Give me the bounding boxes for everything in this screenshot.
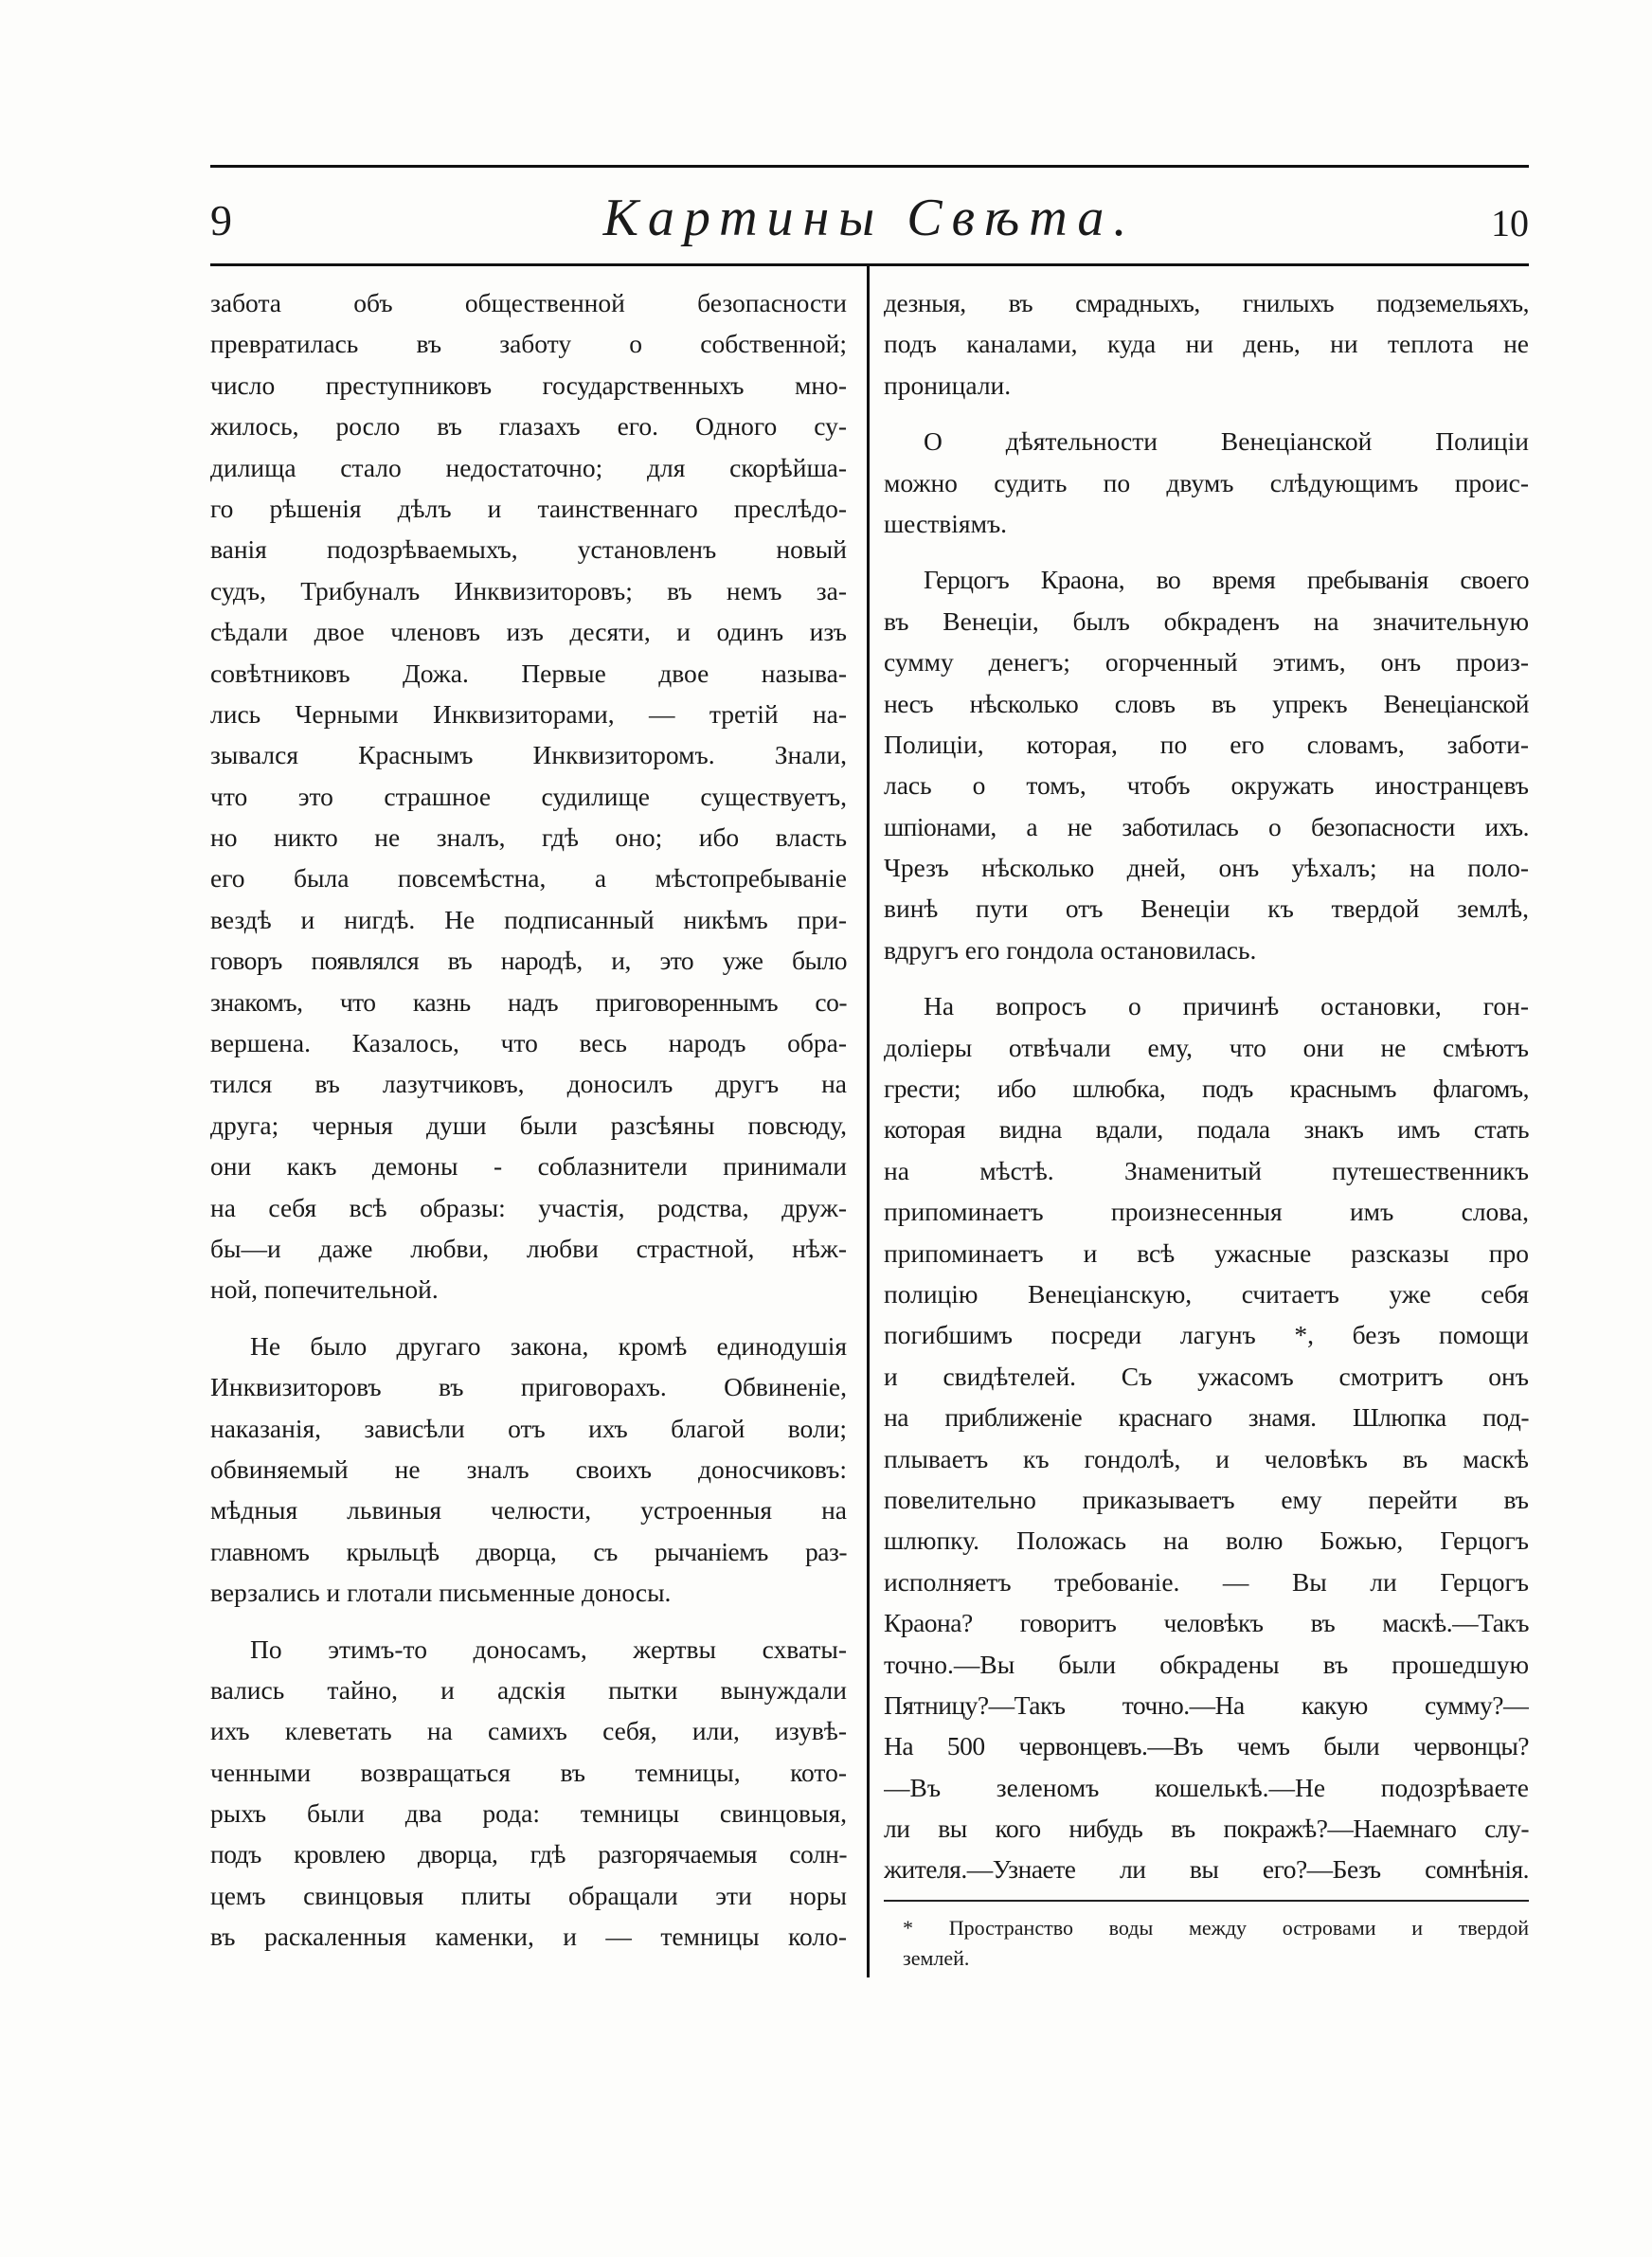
text-line: припоминаетъ и всѣ ужасные разсказы про xyxy=(884,1237,1529,1268)
text-line: превратилась въ заботу о собственной; xyxy=(210,329,847,359)
text-line: бы—и даже любви, любви страстной, нѣж- xyxy=(210,1233,847,1263)
footnote-line: землей. xyxy=(903,1945,970,1970)
text-line: на себя всѣ образы: участія, родства, друж- xyxy=(210,1192,847,1222)
text-line: въ Венеціи, былъ обкраденъ на значительную xyxy=(884,605,1529,636)
text-line: лись Черными Инквизиторами, — третій на- xyxy=(210,698,847,729)
text-line: Полиціи, которая, по его словамъ, заботи- xyxy=(884,729,1529,759)
running-title: Картины Свѣта. xyxy=(602,189,1137,247)
text-line: ной, попечительной. xyxy=(210,1274,439,1305)
text-line: забота объ общественной безопасности xyxy=(210,288,847,317)
text-line: жителя.—Узнаете ли вы его?—Безъ сомнѣнія. xyxy=(884,1854,1529,1885)
text-line: На 500 червонцевъ.—Въ чемъ были червонцы? xyxy=(884,1731,1529,1761)
text-line: погибшимъ посреди лагунъ *, безъ помощи xyxy=(884,1320,1529,1350)
text-line: На вопросъ о причинѣ остановки, гон- xyxy=(924,991,1529,1021)
text-line: дезныя, въ смрадныхъ, гнилыхъ подземельяхъ, xyxy=(884,288,1529,317)
text-line: зывался Краснымъ Инквизиторомъ. Знали, xyxy=(210,740,847,770)
page-number-left: 9 xyxy=(210,196,232,244)
text-line: сѣдали двое членовъ изъ десяти, и одинъ изъ xyxy=(210,617,847,647)
text-line: друга; черныя души были разсѣяны повсюду, xyxy=(210,1110,847,1140)
text-line: говоръ появлялся въ народѣ, и, это уже было xyxy=(210,946,847,976)
text-line: вездѣ и нигдѣ. Не подписанный никѣмъ при- xyxy=(210,904,847,934)
text-line: которая видна вдали, подала знакъ имъ стать xyxy=(884,1114,1529,1145)
text-line: знакомъ, что казнь надъ приговореннымъ со- xyxy=(210,986,847,1017)
text-line: ихъ клеветать на самихъ себя, или, изувѣ- xyxy=(210,1716,847,1746)
page-number-right: 10 xyxy=(1491,202,1529,244)
text-line: Пятницу?—Такъ точно.—На какую сумму?— xyxy=(884,1689,1529,1720)
right-column xyxy=(884,282,1529,1974)
text-line: мѣдныя львиныя челюсти, устроенныя на xyxy=(210,1495,847,1526)
text-line: припоминаетъ произнесенныя имъ слова, xyxy=(884,1197,1529,1227)
text-line: что это страшное судилище существуетъ, xyxy=(210,781,847,811)
text-line: Краона? говоритъ человѣкъ въ маскѣ.—Такъ xyxy=(884,1608,1529,1638)
text-line: ли вы кого нибудь въ покражѣ?—Наемнаго слу- xyxy=(884,1814,1529,1844)
text-line: Инквизиторовъ въ приговорахъ. Обвиненіе, xyxy=(210,1372,847,1402)
text-line: шлюпку. Положась на волю Божью, Герцогъ xyxy=(884,1526,1529,1556)
text-line: лась о томъ, чтобъ окружать иностранцевъ xyxy=(884,770,1529,801)
left-column xyxy=(210,282,847,1958)
text-line: О дѣятельности Венеціанской Полиціи xyxy=(924,426,1529,457)
text-line: винѣ пути отъ Венеціи къ твердой землѣ, xyxy=(884,894,1529,924)
text-line: главномъ крыльцѣ дворца, съ рычаніемъ раз- xyxy=(210,1536,847,1566)
text-line: вались тайно, и адскія пытки вынуждали xyxy=(210,1674,847,1705)
text-line: ченными возвращаться въ темницы, кото- xyxy=(210,1757,847,1787)
text-line: плываетъ къ гондолѣ, и человѣкъ въ маскѣ xyxy=(884,1443,1529,1473)
text-line: обвиняемый не зналъ своихъ доносчиковъ: xyxy=(210,1454,847,1484)
text-line: Чрезъ нѣсколько дней, онъ уѣхалъ; на поло- xyxy=(884,853,1529,883)
text-line: проницали. xyxy=(884,370,1012,400)
text-line: грести; ибо шлюбка, подъ краснымъ флагомъ, xyxy=(884,1074,1529,1104)
header-rule xyxy=(210,263,1529,266)
text-line: подъ кровлею дворца, гдѣ разгорячаемыя солн- xyxy=(210,1839,847,1869)
text-line: несъ нѣсколько словъ въ упрекъ Венеціанской xyxy=(884,688,1529,718)
text-line: ванія подозрѣваемыхъ, установленъ новый xyxy=(210,534,847,565)
text-line: шпіонами, а не заботилась о безопасности ихъ. xyxy=(884,811,1529,841)
text-line: го рѣшенія дѣлъ и таинственнаго преслѣдо- xyxy=(210,493,847,523)
column-divider xyxy=(867,266,870,1977)
text-line: совѣтниковъ Дожа. Первые двое называ- xyxy=(210,658,847,688)
text-line: жилось, росло въ глазахъ его. Одного су- xyxy=(210,411,847,442)
text-line: цемъ свинцовыя плиты обращали эти норы xyxy=(210,1880,847,1910)
text-line: сумму денегъ; огорченный этимъ, онъ произ- xyxy=(884,647,1529,677)
text-line: повелительно приказываетъ ему перейти въ xyxy=(884,1484,1529,1514)
text-line: вершена. Казалось, что весь народъ обра- xyxy=(210,1028,847,1058)
text-line: Не было другаго закона, кромѣ единодушія xyxy=(250,1330,847,1361)
text-line: —Въ зеленомъ кошелькѣ.—Не подозрѣваете xyxy=(884,1772,1529,1802)
footnote-line: * Пространство воды между островами и твердой xyxy=(903,1915,1529,1940)
text-line: верзались и глотали письменные доносы. xyxy=(210,1578,672,1608)
footnote-rule xyxy=(884,1900,1529,1902)
text-line: и свидѣтелей. Съ ужасомъ смотритъ онъ xyxy=(884,1361,1529,1391)
text-line: наказанія, зависѣли отъ ихъ благой воли; xyxy=(210,1413,847,1443)
text-line: полицію Венеціанскую, считаетъ уже себя xyxy=(884,1278,1529,1309)
text-line: шествіямъ. xyxy=(884,508,1008,538)
text-line: на мѣстѣ. Знаменитый путешественникъ xyxy=(884,1155,1529,1185)
text-line: на приближеніе краснаго знамя. Шлюпка под- xyxy=(884,1402,1529,1433)
text-line: Герцогъ Краона, во время пребыванія своего xyxy=(924,565,1529,595)
text-line: подъ каналами, куда ни день, ни теплота не xyxy=(884,329,1529,359)
text-line: вдругъ его гондола остановилась. xyxy=(884,934,1257,965)
page-header xyxy=(210,180,1529,260)
text-line: въ раскаленныя каменки, и — темницы коло- xyxy=(210,1922,847,1952)
top-rule xyxy=(210,165,1529,168)
text-line: доліеры отвѣчали ему, что они не смѣютъ xyxy=(884,1032,1529,1062)
text-line: исполняетъ требованіе. — Вы ли Герцогъ xyxy=(884,1566,1529,1597)
text-line: но никто не зналъ, гдѣ оно; ибо власть xyxy=(210,822,847,853)
text-line: они какъ демоны - соблазнители принимали xyxy=(210,1151,847,1182)
text-line: дилища стало недостаточно; для скорѣйша- xyxy=(210,452,847,482)
text-line: его была повсемѣстна, а мѣстопребываніе xyxy=(210,863,847,894)
text-line: судъ, Трибуналъ Инквизиторовъ; въ немъ за- xyxy=(210,575,847,605)
text-line: По этимъ-то доносамъ, жертвы схваты- xyxy=(250,1634,847,1664)
text-line: тился въ лазутчиковъ, доносилъ другъ на xyxy=(210,1069,847,1099)
text-line: точно.—Вы были обкрадены въ прошедшую xyxy=(884,1649,1529,1679)
text-line: число преступниковъ государственныхъ мно- xyxy=(210,370,847,400)
text-line: можно судить по двумъ слѣдующимъ проис- xyxy=(884,467,1529,497)
text-line: рыхъ были два рода: темницы свинцовыя, xyxy=(210,1798,847,1829)
